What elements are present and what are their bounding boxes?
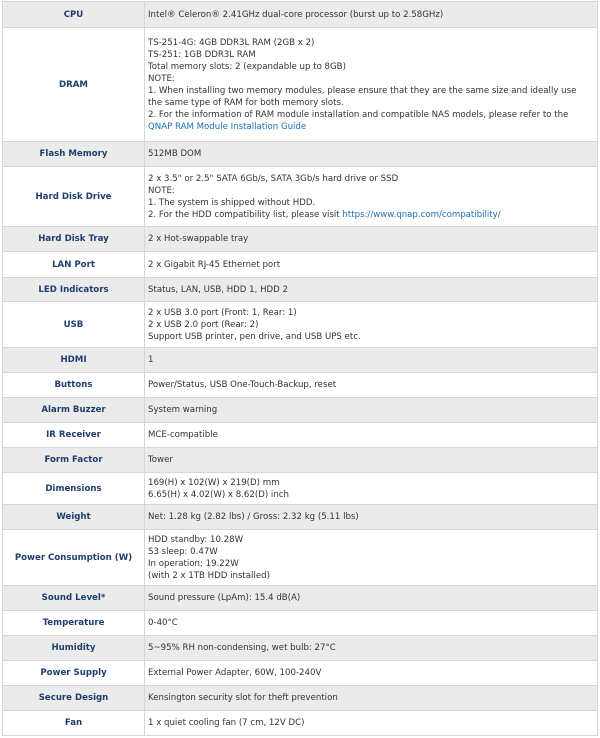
spec-line: 2 x USB 2.0 port (Rear: 2) (148, 319, 259, 330)
spec-label: Dimensions (3, 473, 145, 505)
spec-row-temperature (3, 611, 598, 636)
spec-row-dram (3, 28, 598, 142)
spec-line: Net: 1.28 kg (2.82 lbs) / Gross: 2.32 kg (5.11 lbs) (148, 512, 359, 522)
spec-label: Flash Memory (3, 142, 145, 167)
spec-label: Buttons (3, 373, 145, 398)
spec-line: NOTE: (148, 73, 175, 84)
spec-row-buttons (3, 373, 598, 398)
spec-row-fan (3, 711, 598, 736)
spec-line: Kensington security slot for theft prevention (148, 693, 338, 703)
spec-value (145, 227, 598, 252)
spec-value (145, 423, 598, 448)
spec-value (145, 636, 598, 661)
spec-line: Total memory slots: 2 (expandable up to 8GB) (148, 61, 346, 72)
spec-line: Intel® Celeron® 2.41GHz dual-core processor (burst up to 2.58GHz) (148, 9, 444, 20)
spec-value (145, 530, 598, 586)
spec-label: DRAM (3, 28, 145, 142)
spec-line: 0-40°C (148, 618, 178, 628)
ram-guide-link[interactable]: QNAP RAM Module Installation Guide (148, 121, 307, 132)
spec-label: Form Factor (3, 448, 145, 473)
spec-label: Power Consumption (W) (3, 530, 145, 586)
spec-row-cpu (3, 2, 598, 28)
spec-label: CPU (3, 2, 145, 28)
spec-line: S3 sleep: 0.47W (148, 546, 218, 557)
spec-label: Secure Design (3, 686, 145, 711)
spec-line: Support USB printer, pen drive, and USB UPS etc. (148, 331, 361, 342)
spec-row-sound-level (3, 586, 598, 611)
spec-line: 512MB DOM (148, 149, 202, 159)
spec-line: Power/Status, USB One-Touch-Backup, reset (148, 380, 337, 390)
spec-line: Sound pressure (LpAm): 15.4 dB(A) (148, 593, 301, 603)
spec-line: 6.65(H) x 4.02(W) x 8.62(D) inch (148, 489, 289, 500)
spec-line: In operation: 19.22W (148, 558, 239, 569)
spec-line: System warning (148, 405, 218, 415)
spec-label: HDMI (3, 348, 145, 373)
spec-line-with-link (148, 109, 593, 133)
spec-value (145, 348, 598, 373)
spec-value (145, 473, 598, 505)
spec-row-hard-disk-drive (3, 167, 598, 227)
spec-label: Hard Disk Tray (3, 227, 145, 252)
spec-label: Sound Level* (3, 586, 145, 611)
spec-label: IR Receiver (3, 423, 145, 448)
spec-line: 1 x quiet cooling fan (7 cm, 12V DC) (148, 718, 305, 728)
spec-row-led-indicators (3, 278, 598, 302)
spec-line: Status, LAN, USB, HDD 1, HDD 2 (148, 284, 288, 295)
compatibility-link[interactable]: https://www.qnap.com/compatibility/ (342, 209, 501, 220)
spec-value (145, 661, 598, 686)
spec-line: (with 2 x 1TB HDD installed) (148, 570, 270, 581)
spec-label: Humidity (3, 636, 145, 661)
spec-line: TS-251: 1GB DDR3L RAM (148, 49, 256, 60)
spec-value (145, 252, 598, 278)
spec-row-form-factor (3, 448, 598, 473)
spec-row-hard-disk-tray (3, 227, 598, 252)
spec-row-hdmi (3, 348, 598, 373)
spec-line: 169(H) x 102(W) x 219(D) mm (148, 477, 280, 488)
spec-row-secure-design (3, 686, 598, 711)
spec-line: 1. The system is shipped without HDD. (148, 197, 316, 208)
spec-value (145, 398, 598, 423)
spec-row-alarm-buzzer (3, 398, 598, 423)
spec-line: 2 x USB 3.0 port (Front: 1, Rear: 1) (148, 307, 297, 318)
spec-value (145, 611, 598, 636)
spec-value (145, 686, 598, 711)
spec-line-with-link (148, 209, 593, 221)
spec-line: NOTE: (148, 185, 175, 196)
spec-label: Fan (3, 711, 145, 736)
spec-line: HDD standby: 10.28W (148, 534, 244, 545)
spec-row-ir-receiver (3, 423, 598, 448)
spec-line: 1 (148, 355, 154, 365)
spec-value (145, 278, 598, 302)
spec-label: USB (3, 302, 145, 348)
spec-value (145, 28, 598, 142)
spec-line: 2 x Hot-swappable tray (148, 234, 249, 244)
spec-label: LED Indicators (3, 278, 145, 302)
spec-line-text: 2. For the HDD compatibility list, please visit (148, 209, 343, 220)
spec-value (145, 711, 598, 736)
spec-row-weight (3, 505, 598, 530)
spec-row-usb (3, 302, 598, 348)
spec-label: Weight (3, 505, 145, 530)
spec-label: LAN Port (3, 252, 145, 278)
spec-row-power-consumption (3, 530, 598, 586)
spec-value (145, 448, 598, 473)
spec-line: Tower (148, 455, 173, 465)
spec-line: External Power Adapter, 60W, 100-240V (148, 668, 322, 678)
spec-line: 2 x Gigabit RJ-45 Ethernet port (148, 259, 281, 270)
spec-value (145, 586, 598, 611)
spec-line-text: 2. For the information of RAM module installation and compatible NAS models, please refer to the (148, 109, 569, 120)
spec-value (145, 505, 598, 530)
spec-row-power-supply (3, 661, 598, 686)
spec-label: Power Supply (3, 661, 145, 686)
spec-label: Alarm Buzzer (3, 398, 145, 423)
spec-label: Temperature (3, 611, 145, 636)
spec-line: 5~95% RH non-condensing, wet bulb: 27°C (148, 643, 336, 653)
spec-line: TS-251-4G: 4GB DDR3L RAM (2GB x 2) (148, 37, 315, 48)
spec-line: MCE-compatible (148, 430, 218, 440)
spec-line: 2 x 3.5" or 2.5" SATA 6Gb/s, SATA 3Gb/s hard drive or SSD (148, 173, 399, 184)
spec-row-flash-memory (3, 142, 598, 167)
spec-label: Hard Disk Drive (3, 167, 145, 227)
spec-value (145, 302, 598, 348)
spec-value (145, 142, 598, 167)
spec-line: 1. When installing two memory modules, please ensure that they are the same size and ideally use the same type of RAM for both memory slots. (148, 85, 577, 108)
spec-value (145, 373, 598, 398)
spec-row-humidity (3, 636, 598, 661)
spec-table (2, 1, 598, 736)
spec-row-dimensions (3, 473, 598, 505)
spec-row-lan-port (3, 252, 598, 278)
spec-value (145, 167, 598, 227)
spec-value (145, 2, 598, 28)
